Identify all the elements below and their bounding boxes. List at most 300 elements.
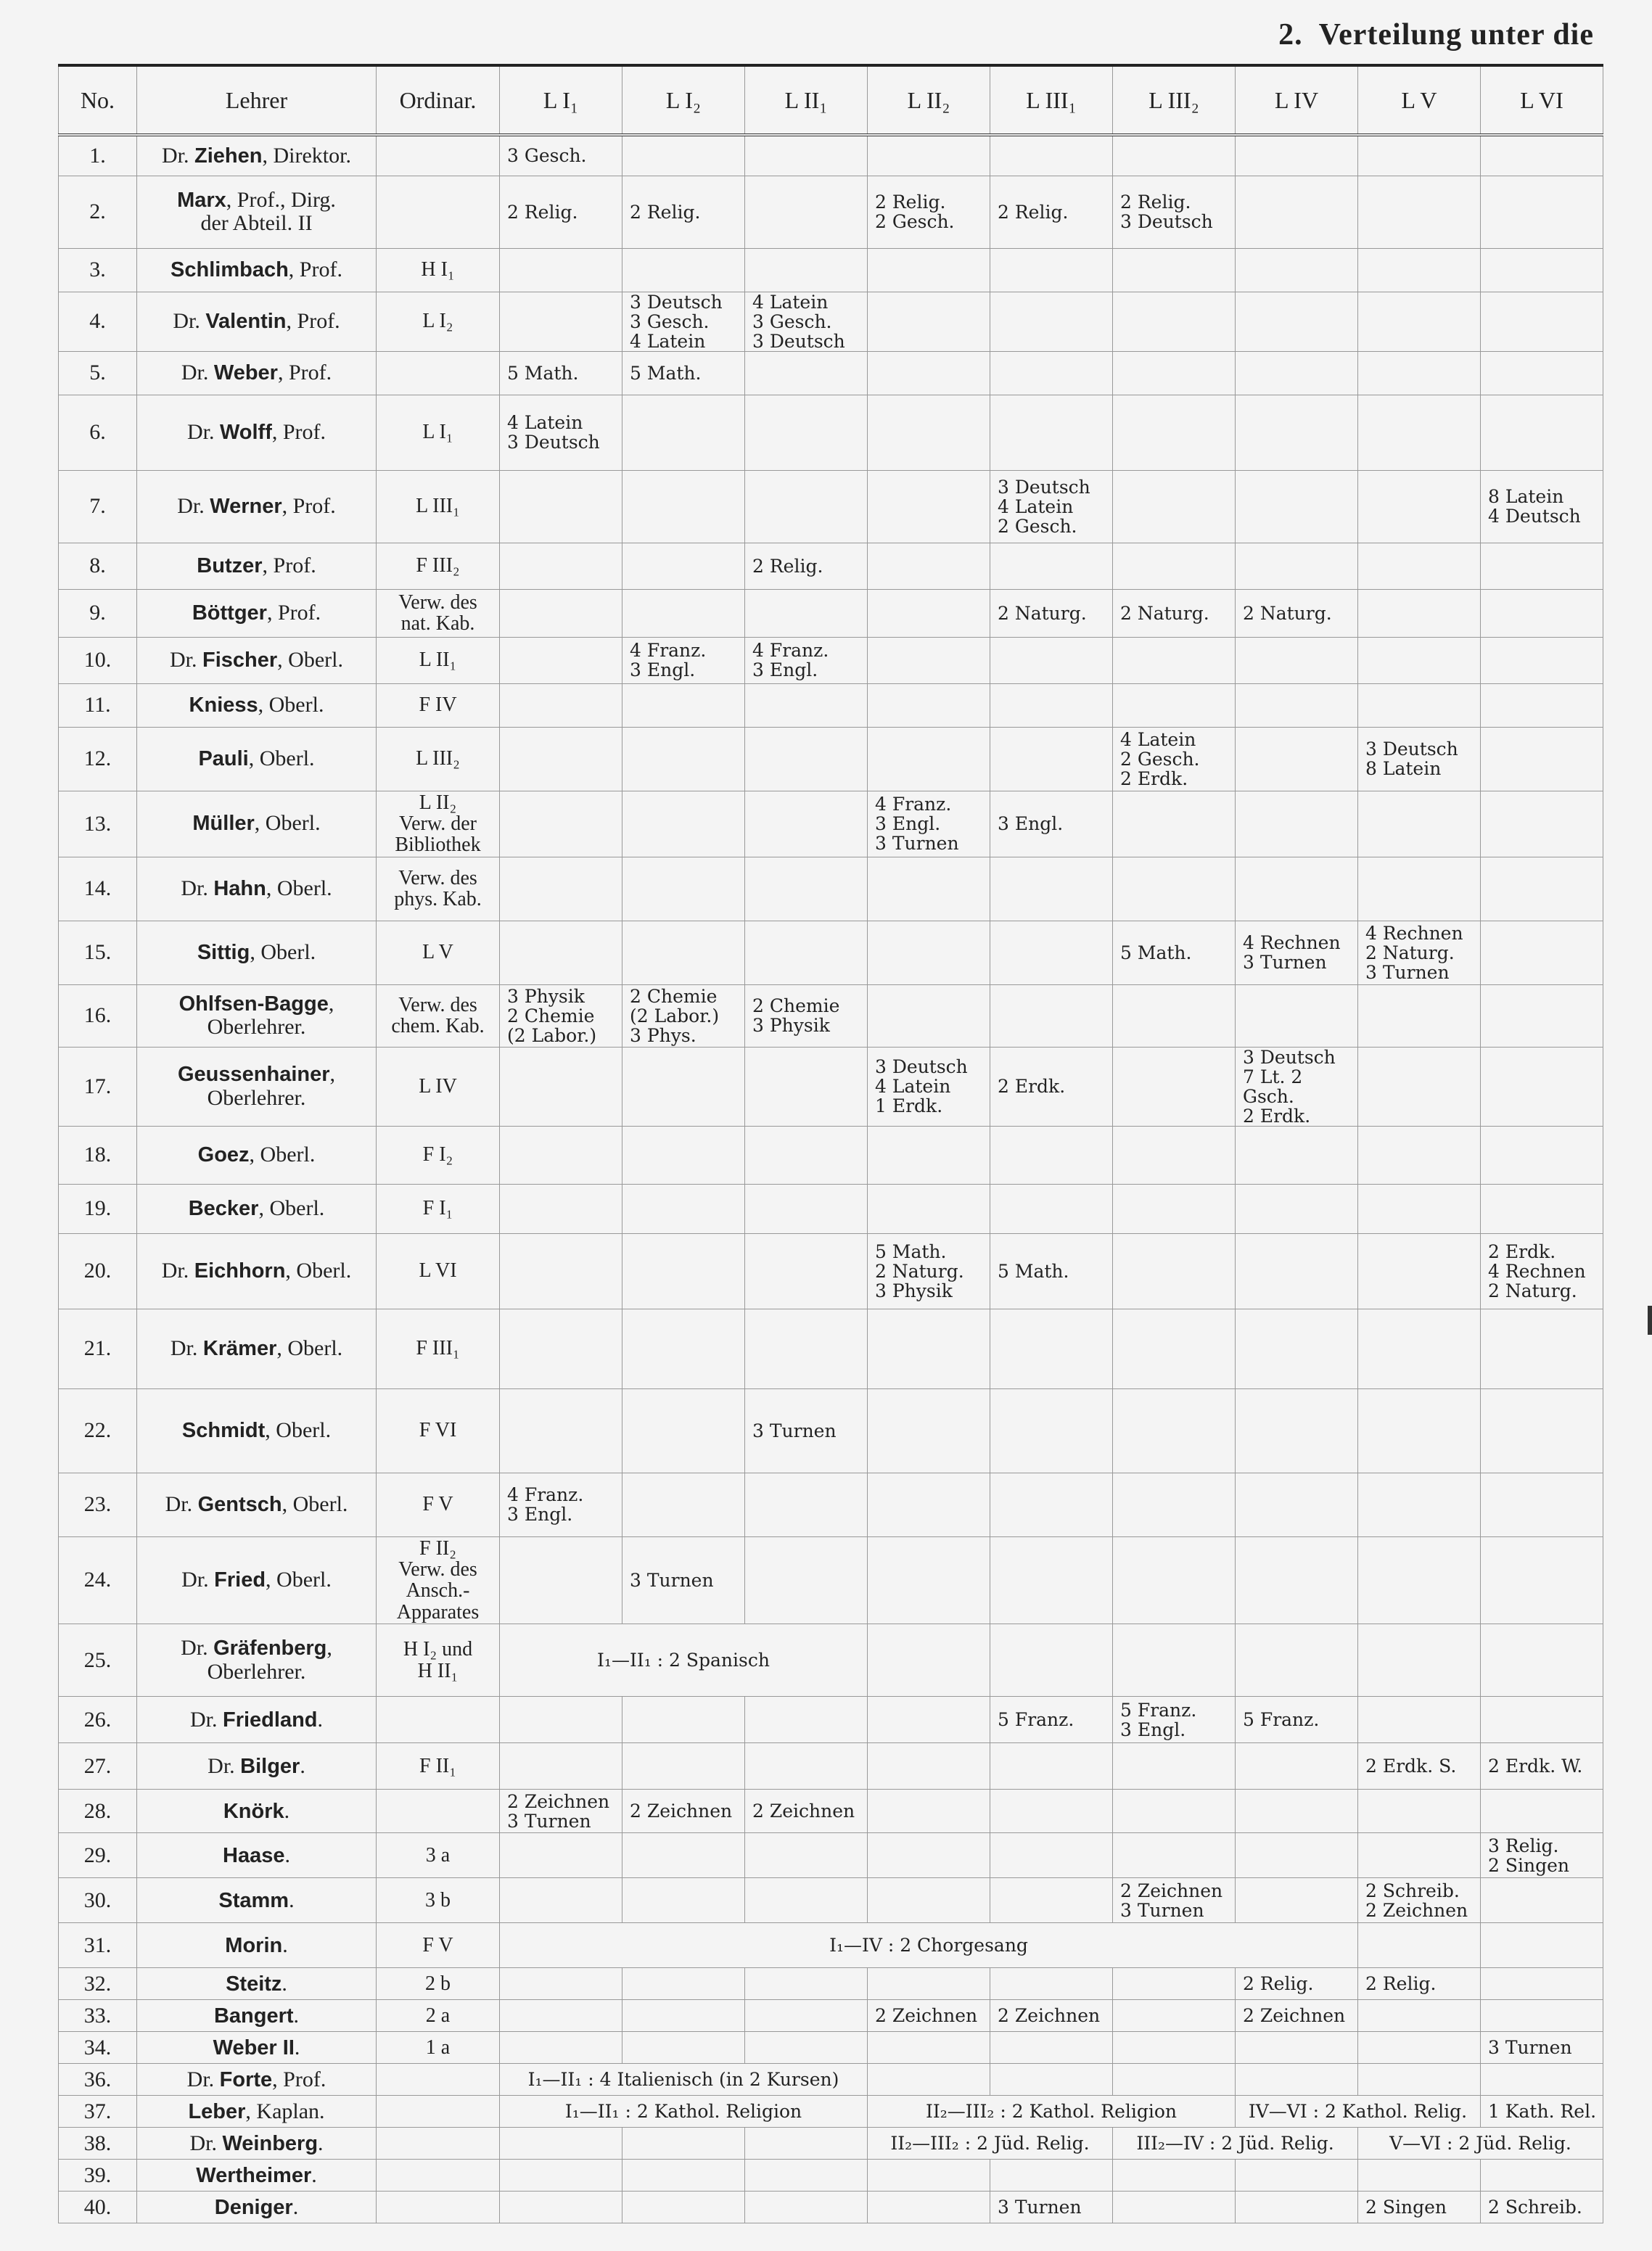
subject-cell	[1481, 176, 1603, 248]
subject-cell	[868, 2192, 990, 2223]
subject-cell	[1236, 1743, 1358, 1790]
subject-cell	[1113, 1184, 1236, 1233]
subject-cell	[1481, 1473, 1603, 1536]
teacher-name: Weber II	[213, 2036, 295, 2059]
teacher-name: Haase	[223, 1843, 285, 1867]
heading-number: 2.	[1278, 18, 1303, 52]
ordinarius-cell: L I₂	[377, 292, 500, 351]
ordinarius-cell: Verw. des phys. Kab.	[377, 857, 500, 921]
teacher-rank: , Direktor.	[262, 143, 351, 168]
subject-cell	[868, 351, 990, 395]
subject-cell	[990, 292, 1113, 351]
subject-cell	[1236, 1536, 1358, 1624]
subject-cell	[1236, 248, 1358, 292]
teacher-cell	[137, 1968, 377, 2000]
subject-cell	[868, 292, 990, 351]
teacher-cell	[137, 1536, 377, 1624]
teacher-cell	[137, 2192, 377, 2223]
ordinarius-cell: L III₂	[377, 727, 500, 791]
subject-cell	[868, 921, 990, 984]
table-row	[59, 2192, 1603, 2223]
row-number: 29.	[59, 1833, 137, 1878]
row-number: 30.	[59, 1878, 137, 1923]
column-header: L III₁	[990, 65, 1113, 135]
table-row	[59, 1126, 1603, 1184]
subject-cell	[1113, 637, 1236, 683]
teacher-cell	[137, 2128, 377, 2160]
teacher-cell	[137, 351, 377, 395]
teacher-name: Friedland	[222, 1708, 318, 1732]
teacher-cell	[137, 1233, 377, 1309]
ordinarius-cell	[377, 2192, 500, 2223]
column-header: L I₂	[622, 65, 745, 135]
subject-span-cell: III₂—IV : 2 Jüd. Relig.	[1113, 2128, 1358, 2160]
subject-cell	[990, 2064, 1113, 2096]
page-heading	[1278, 17, 1594, 52]
subject-cell	[745, 1309, 868, 1388]
subject-cell	[1113, 1536, 1236, 1624]
subject-cell: 2 Naturg.	[990, 589, 1113, 637]
subject-cell: 4 Latein 3 Gesch. 3 Deutsch	[745, 292, 868, 351]
ordinarius-cell: F I₁	[377, 1184, 500, 1233]
subject-cell: 5 Math. 2 Naturg. 3 Physik	[868, 1233, 990, 1309]
teacher-rank: .	[284, 1798, 290, 1823]
subject-cell: 2 Relig. 3 Deutsch	[1113, 176, 1236, 248]
teacher-cell	[137, 1790, 377, 1833]
subject-cell: 2 Schreib.	[1481, 2192, 1603, 2223]
subject-cell	[745, 683, 868, 727]
column-header: L IV	[1236, 65, 1358, 135]
ordinarius-cell: 3 a	[377, 1833, 500, 1878]
column-header: Ordinar.	[377, 65, 500, 135]
subject-cell	[1481, 1790, 1603, 1833]
teacher-rank: , Oberl.	[282, 1491, 348, 1516]
subject-cell	[1113, 470, 1236, 543]
subject-cell	[1358, 1126, 1481, 1184]
row-number: 19.	[59, 1184, 137, 1233]
subject-span-cell: V—VI : 2 Jüd. Relig.	[1358, 2128, 1603, 2160]
ordinarius-cell: F II₁	[377, 1743, 500, 1790]
row-number: 39.	[59, 2160, 137, 2192]
subject-cell	[1236, 1833, 1358, 1878]
teacher-name: Schlimbach	[170, 258, 289, 281]
subject-cell	[868, 1790, 990, 1833]
ordinarius-cell: Verw. des nat. Kab.	[377, 589, 500, 637]
subject-cell: 2 Relig.	[622, 176, 745, 248]
teacher-rank: .	[311, 2162, 317, 2187]
subject-cell: 4 Franz. 3 Engl.	[745, 637, 868, 683]
subject-cell	[1113, 1233, 1236, 1309]
subject-cell	[1358, 637, 1481, 683]
subject-cell	[1113, 1968, 1236, 2000]
subject-span-cell: IV—VI : 2 Kathol. Relig.	[1236, 2096, 1481, 2128]
table-row	[59, 292, 1603, 351]
ordinarius-cell: 3 b	[377, 1878, 500, 1923]
subject-cell	[622, 1968, 745, 2000]
subject-cell	[1358, 292, 1481, 351]
subject-cell	[1236, 1473, 1358, 1536]
subject-cell	[868, 1833, 990, 1878]
ordinarius-cell	[377, 135, 500, 176]
subject-cell	[990, 395, 1113, 470]
row-number: 17.	[59, 1047, 137, 1126]
subject-cell	[1113, 1624, 1236, 1697]
table-row	[59, 176, 1603, 248]
subject-cell	[1113, 2000, 1236, 2032]
teacher-name: Steitz	[226, 1972, 282, 1996]
subject-cell	[1113, 1833, 1236, 1878]
ordinarius-cell: F I₂	[377, 1126, 500, 1184]
subject-cell	[1481, 543, 1603, 589]
subject-cell	[1236, 1233, 1358, 1309]
ordinarius-cell	[377, 2096, 500, 2128]
table-row	[59, 1473, 1603, 1536]
subject-cell: 5 Math.	[622, 351, 745, 395]
subject-cell	[1481, 637, 1603, 683]
subject-cell	[500, 1309, 622, 1388]
subject-cell: 3 Deutsch 4 Latein 2 Gesch.	[990, 470, 1113, 543]
row-number: 31.	[59, 1923, 137, 1968]
subject-cell	[1481, 1624, 1603, 1697]
teacher-title: Dr.	[162, 143, 189, 168]
teacher-cell	[137, 589, 377, 637]
ordinarius-cell: L VI	[377, 1233, 500, 1309]
subject-cell	[622, 2192, 745, 2223]
teacher-name: Forte	[219, 2067, 273, 2091]
ordinarius-cell: H I₂ und H II₁	[377, 1624, 500, 1697]
teacher-title: Dr.	[177, 493, 205, 518]
teacher-name: Goez	[197, 1143, 250, 1166]
subject-cell	[1481, 1388, 1603, 1473]
subject-cell	[622, 1473, 745, 1536]
subject-cell	[1358, 1473, 1481, 1536]
subject-cell	[1481, 1968, 1603, 2000]
subject-cell	[1481, 984, 1603, 1047]
subject-cell: 4 Franz. 3 Engl.	[622, 637, 745, 683]
teacher-rank: , Oberl.	[249, 1142, 316, 1166]
subject-cell	[745, 921, 868, 984]
subject-cell: 2 Zeichnen	[1236, 2000, 1358, 2032]
subject-cell: 2 Zeichnen	[868, 2000, 990, 2032]
table-row	[59, 1233, 1603, 1309]
subject-cell: 2 Schreib. 2 Zeichnen	[1358, 1878, 1481, 1923]
teacher-rank: , Oberl.	[248, 746, 315, 770]
teacher-cell	[137, 1473, 377, 1536]
table-row	[59, 2032, 1603, 2064]
subject-cell	[1113, 2032, 1236, 2064]
subject-cell	[1481, 292, 1603, 351]
subject-cell: 2 Chemie 3 Physik	[745, 984, 868, 1047]
teacher-title: Dr.	[189, 1707, 218, 1732]
teacher-name: Schmidt	[181, 1418, 266, 1442]
subject-cell	[990, 857, 1113, 921]
teacher-rank: .	[284, 1843, 290, 1867]
subject-cell	[990, 2160, 1113, 2192]
subject-cell	[1236, 1624, 1358, 1697]
subject-cell: 2 Naturg.	[1113, 589, 1236, 637]
subject-cell	[745, 1833, 868, 1878]
subject-cell	[990, 1309, 1113, 1388]
subject-cell	[990, 1388, 1113, 1473]
subject-cell	[1113, 135, 1236, 176]
subject-span-cell: I₁—II₁ : 2 Kathol. Religion	[500, 2096, 868, 2128]
subject-cell	[500, 1126, 622, 1184]
subject-cell	[868, 857, 990, 921]
teacher-title: Dr.	[207, 1753, 235, 1778]
teacher-name: Gräfenberg	[213, 1637, 327, 1661]
subject-cell	[622, 2128, 745, 2160]
teacher-cell	[137, 921, 377, 984]
subject-cell	[868, 683, 990, 727]
teacher-name: Fried	[214, 1568, 266, 1592]
subject-cell	[1358, 1624, 1481, 1697]
subject-cell	[1236, 2064, 1358, 2096]
row-number: 14.	[59, 857, 137, 921]
teacher-rank: .	[300, 1753, 305, 1778]
ordinarius-cell: H I₁	[377, 248, 500, 292]
subject-cell	[868, 543, 990, 589]
subject-cell: 3 Physik 2 Chemie (2 Labor.)	[500, 984, 622, 1047]
subject-cell	[500, 637, 622, 683]
teacher-rank: , Oberl.	[266, 876, 332, 900]
teacher-cell	[137, 543, 377, 589]
subject-cell	[1481, 351, 1603, 395]
subject-cell	[1236, 637, 1358, 683]
row-number: 20.	[59, 1233, 137, 1309]
teacher-rank: , Oberl.	[276, 1336, 343, 1360]
subject-cell: 2 Chemie (2 Labor.) 3 Phys.	[622, 984, 745, 1047]
ordinarius-cell: 1 a	[377, 2032, 500, 2064]
row-number: 11.	[59, 683, 137, 727]
subject-cell	[1236, 2032, 1358, 2064]
subject-cell	[1113, 2160, 1236, 2192]
ordinarius-cell: F V	[377, 1923, 500, 1968]
teacher-cell	[137, 1833, 377, 1878]
subject-cell: 3 Gesch.	[500, 135, 622, 176]
teacher-rank: , Prof., Dirg. der Abteil. II	[200, 187, 336, 235]
subject-cell	[1358, 2032, 1481, 2064]
subject-cell	[500, 683, 622, 727]
subject-cell	[990, 1126, 1113, 1184]
table-row	[59, 2064, 1603, 2096]
subject-cell	[1113, 543, 1236, 589]
subject-cell	[745, 1536, 868, 1624]
subject-cell	[868, 1309, 990, 1388]
table-row	[59, 683, 1603, 727]
teacher-rank: .	[293, 2003, 300, 2028]
subject-cell	[1236, 1790, 1358, 1833]
table-row	[59, 1184, 1603, 1233]
subject-cell	[1481, 1184, 1603, 1233]
teacher-cell	[137, 984, 377, 1047]
teacher-cell	[137, 2032, 377, 2064]
teacher-rank: , Kaplan.	[245, 2099, 325, 2123]
subject-cell	[745, 589, 868, 637]
subject-cell: 2 Zeichnen 3 Turnen	[1113, 1878, 1236, 1923]
subject-cell	[990, 543, 1113, 589]
ordinarius-cell: F VI	[377, 1388, 500, 1473]
table-row	[59, 921, 1603, 984]
teacher-cell	[137, 248, 377, 292]
subject-cell	[500, 857, 622, 921]
subject-cell	[622, 1047, 745, 1126]
subject-cell	[1481, 857, 1603, 921]
table-row	[59, 1923, 1603, 1968]
row-number: 7.	[59, 470, 137, 543]
table-row	[59, 2096, 1603, 2128]
subject-cell	[868, 1624, 990, 1697]
subject-cell: 3 Turnen	[1481, 2032, 1603, 2064]
teacher-name: Ziehen	[194, 144, 263, 168]
subject-cell	[622, 2160, 745, 2192]
subject-cell	[1481, 1536, 1603, 1624]
teacher-name: Böttger	[192, 601, 267, 625]
teacher-title: Dr.	[181, 1636, 208, 1661]
teacher-cell	[137, 176, 377, 248]
table-row	[59, 543, 1603, 589]
row-number: 23.	[59, 1473, 137, 1536]
teacher-cell	[137, 2160, 377, 2192]
teacher-cell	[137, 1309, 377, 1388]
subject-cell	[500, 1047, 622, 1126]
subject-cell	[745, 1473, 868, 1536]
table-row	[59, 1047, 1603, 1126]
row-number: 16.	[59, 984, 137, 1047]
table-row	[59, 1388, 1603, 1473]
teacher-name: Geussenhainer	[177, 1063, 330, 1087]
subject-cell: 4 Rechnen 2 Naturg. 3 Turnen	[1358, 921, 1481, 984]
teacher-name: Marx	[177, 188, 226, 212]
subject-cell	[990, 248, 1113, 292]
ordinarius-cell	[377, 351, 500, 395]
teacher-rank: , Oberl.	[254, 811, 321, 836]
subject-cell	[622, 543, 745, 589]
subject-cell	[745, 791, 868, 857]
table-row	[59, 1790, 1603, 1833]
subject-cell	[1113, 1126, 1236, 1184]
teacher-name: Ohlfsen-Bagge	[178, 992, 329, 1016]
subject-cell: 3 Engl.	[990, 791, 1113, 857]
ordinarius-cell: L IV	[377, 1047, 500, 1126]
subject-cell	[1358, 1697, 1481, 1743]
subject-cell	[990, 135, 1113, 176]
subject-cell: 8 Latein 4 Deutsch	[1481, 470, 1603, 543]
row-number: 18.	[59, 1126, 137, 1184]
subject-cell	[500, 589, 622, 637]
subject-cell	[1113, 791, 1236, 857]
subject-cell	[745, 1968, 868, 2000]
subject-cell	[1358, 395, 1481, 470]
teacher-rank: , Prof.	[266, 600, 321, 625]
row-number: 15.	[59, 921, 137, 984]
subject-cell	[1358, 470, 1481, 543]
ordinarius-cell	[377, 1697, 500, 1743]
teacher-name: Morin	[225, 1933, 283, 1957]
subject-cell	[1358, 2160, 1481, 2192]
column-header: No.	[59, 65, 137, 135]
subject-cell	[745, 2032, 868, 2064]
subject-cell	[1236, 292, 1358, 351]
subject-cell	[1358, 1388, 1481, 1473]
heading-title: Verteilung unter die	[1318, 18, 1594, 52]
subject-cell	[622, 1184, 745, 1233]
teacher-cell	[137, 1624, 377, 1697]
subject-cell	[500, 1743, 622, 1790]
column-header: L VI	[1481, 65, 1603, 135]
subject-cell	[1113, 1790, 1236, 1833]
table-row	[59, 637, 1603, 683]
subject-cell: 2 Zeichnen	[622, 1790, 745, 1833]
teacher-rank: , Prof.	[282, 493, 336, 518]
subject-cell	[1481, 1126, 1603, 1184]
subject-cell	[1481, 1923, 1603, 1968]
subject-cell	[622, 1233, 745, 1309]
table-row	[59, 470, 1603, 543]
teacher-title: Dr.	[181, 360, 209, 384]
subject-cell	[622, 2032, 745, 2064]
ordinarius-cell: 2 a	[377, 2000, 500, 2032]
teacher-cell	[137, 1697, 377, 1743]
teacher-name: Bangert	[213, 2004, 294, 2028]
subject-cell	[868, 589, 990, 637]
teacher-rank: , Oberl.	[258, 1196, 325, 1220]
teacher-name: Bilger	[240, 1754, 300, 1778]
table-header	[59, 65, 1603, 135]
subject-cell	[1236, 984, 1358, 1047]
subject-cell	[745, 857, 868, 921]
subject-cell: 5 Math.	[990, 1233, 1113, 1309]
teacher-cell	[137, 2096, 377, 2128]
subject-cell	[1113, 248, 1236, 292]
column-header: L II₂	[868, 65, 990, 135]
subject-cell: 3 Deutsch 8 Latein	[1358, 727, 1481, 791]
table-row	[59, 1968, 1603, 2000]
subject-cell	[500, 1878, 622, 1923]
teacher-title: Dr.	[165, 1491, 193, 1516]
table-row	[59, 2160, 1603, 2192]
subject-cell: 2 Erdk.	[990, 1047, 1113, 1126]
row-number: 6.	[59, 395, 137, 470]
teacher-name: Weinberg	[222, 2131, 319, 2155]
subject-cell	[868, 1878, 990, 1923]
subject-cell	[622, 1743, 745, 1790]
subject-cell	[1481, 1878, 1603, 1923]
subject-cell	[1236, 683, 1358, 727]
teacher-cell	[137, 135, 377, 176]
subject-cell	[1113, 2064, 1236, 2096]
teacher-rank: , Prof.	[277, 360, 332, 384]
subject-cell	[1113, 1047, 1236, 1126]
subject-cell	[745, 135, 868, 176]
subject-cell	[622, 395, 745, 470]
teacher-rank: , Oberlehrer.	[207, 1062, 336, 1110]
teacher-rank: , Oberl.	[258, 692, 324, 717]
column-header: L V	[1358, 65, 1481, 135]
subject-cell	[1236, 1388, 1358, 1473]
subject-cell	[500, 1536, 622, 1624]
teacher-title: Dr.	[186, 2067, 215, 2091]
subject-cell	[1113, 1743, 1236, 1790]
teacher-cell	[137, 1184, 377, 1233]
subject-cell	[1358, 791, 1481, 857]
subject-cell	[1113, 1388, 1236, 1473]
row-number: 8.	[59, 543, 137, 589]
subject-cell	[1236, 1309, 1358, 1388]
teacher-title: Dr.	[181, 876, 208, 900]
subject-cell	[868, 1743, 990, 1790]
subject-cell	[500, 1184, 622, 1233]
subject-cell	[990, 984, 1113, 1047]
